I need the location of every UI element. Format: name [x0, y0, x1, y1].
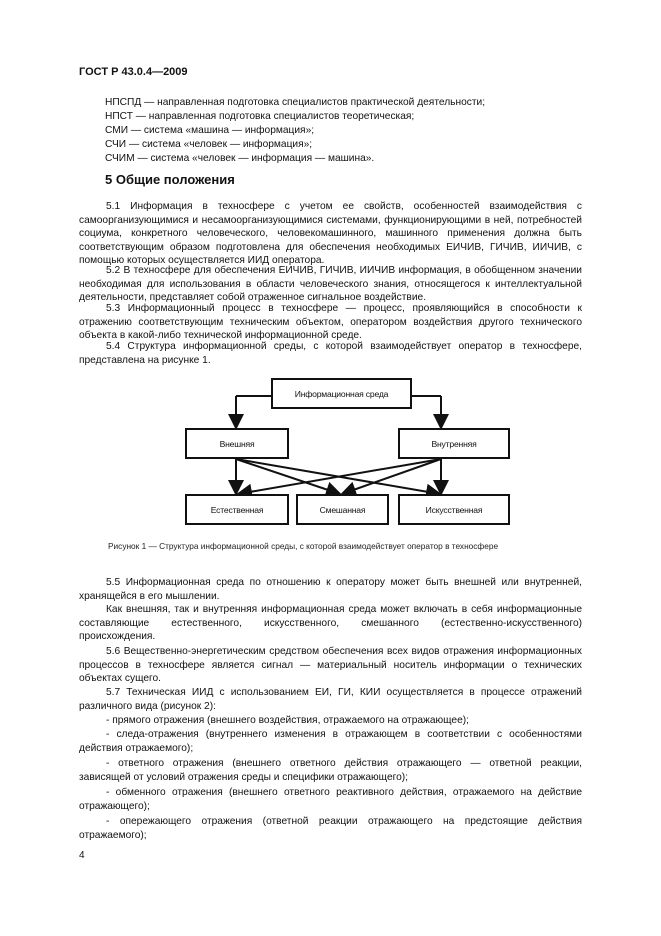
paragraph-5-7: 5.7 Техническая ИИД с использованием ЕИ, ГИ, КИИ осуществляется в процессе отражений различного вида (рисунок 2): — [79, 687, 582, 712]
node-information-environment: Информационная среда — [271, 378, 412, 409]
connector-arrow — [236, 459, 340, 494]
list-item: - обменного отражения (внешнего ответного реактивного действия, отражаемого на действие отражающего); — [79, 787, 582, 812]
paragraph-5-6: 5.6 Вещественно-энергетическим средством обеспечения всех видов отражения информационных процессов в техносфере является сигнал — материальный носитель информации о технических объектах сущего. — [79, 646, 582, 684]
paragraph-5-3: 5.3 Информационный процесс в техносфере — процесс, проявляющийся в способности к отражению соответствующим техническим объектом, оператором воздействия другого технического объекта в какой-либо технической информационной среде. — [79, 303, 582, 341]
section-title: 5 Общие положения — [105, 172, 235, 187]
paragraph-5-1: 5.1 Информация в техносфере с учетом ее свойств, особенностей взаимодействия с самоорганизующимися и несамоорганизующимися системами, функционирующими в ней, потребностей социума, конкретного человеческого, человекомашинного, машинного применения должна быть соответствующим образом подготовлена для обеспечения необходимых ЕИЧИВ, ГИЧИВ, ИИЧИВ, с помощью которых осуществляется ИИД оператора. — [79, 201, 582, 266]
node-external: Внешняя — [185, 428, 289, 459]
abbreviation-line: СЧИ — система «человек — информация»; — [105, 139, 313, 150]
paragraph-5-5-continued: Как внешняя, так и внутренняя информационная среда может включать в себя информационные составляющие естественного, искусственного, смешанного (естественно-искусственного) происхождения. — [79, 604, 582, 642]
node-artificial: Искусственная — [398, 494, 510, 525]
paragraph-5-5: 5.5 Информационная среда по отношению к оператору может быть внешней или внутренней, хранящейся в его мышлении. — [79, 577, 582, 602]
list-item: - ответного отражения (внешнего ответного действия отражающего — ответной реакции, зависящей от условий отражения среды и специфики отражающего); — [79, 758, 582, 783]
abbreviation-line: СМИ — система «машина — информация»; — [105, 125, 315, 136]
paragraph-5-2: 5.2 В техносфере для обеспечения ЕИЧИВ, ГИЧИВ, ИИЧИВ информация, в обобщенном значении необходимая для использования в области человеческого знания, относящегося к интеллектуальной деятельности, представляет собой отраженное сигнальное воздействие. — [79, 265, 582, 303]
document-header: ГОСТ Р 43.0.4—2009 — [79, 66, 188, 78]
list-item: - опережающего отражения (ответной реакции отражающего на предстоящие действия отражаемого); — [79, 816, 582, 841]
abbreviation-line: НПСТ — направленная подготовка специалистов теоретическая; — [105, 111, 415, 122]
node-natural: Естественная — [185, 494, 289, 525]
list-item: - прямого отражения (внешнего воздействия, отражаемого на отражающее); — [106, 715, 469, 726]
node-mixed: Смешанная — [296, 494, 389, 525]
abbreviation-line: НПСПД — направленная подготовка специалистов практической деятельности; — [105, 97, 486, 108]
node-internal: Внутренняя — [398, 428, 510, 459]
page-number: 4 — [79, 850, 85, 861]
list-item: - следа-отражения (внутреннего изменения в отражающем в соответствии с особенностями действия отражаемого); — [79, 729, 582, 754]
paragraph-5-4: 5.4 Структура информационной среды, с которой взаимодействует оператор в техносфере, представлена на рисунке 1. — [79, 341, 582, 366]
figure-caption: Рисунок 1 — Структура информационной среды, с которой взаимодействует оператор в техносфере — [108, 541, 499, 551]
abbreviation-line: СЧИМ — система «человек — информация — машина». — [105, 153, 375, 164]
connector-arrow — [342, 459, 441, 494]
